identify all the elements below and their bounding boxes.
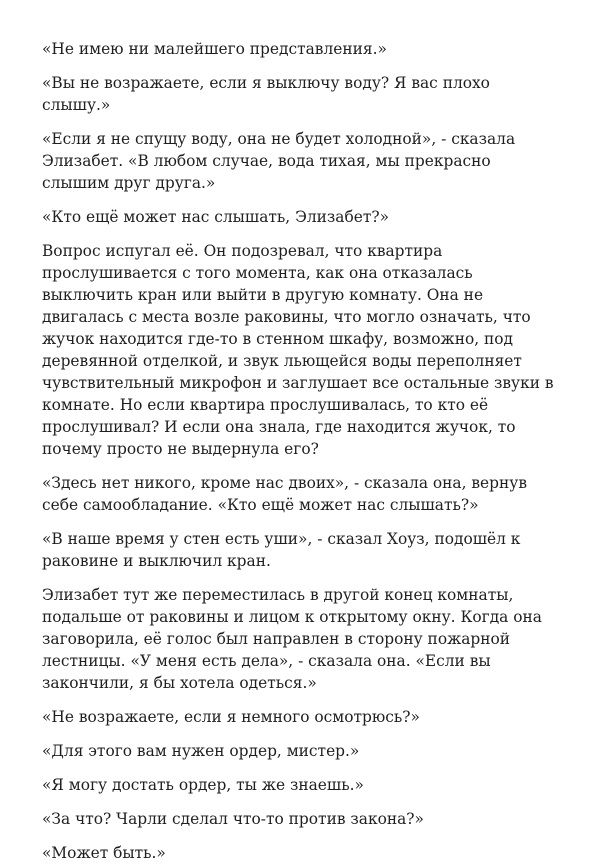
- paragraph: «Не возражаете, если я немного осмотрюсь?»: [42, 708, 420, 726]
- paragraph: «За что? Чарли сделал что-то против закона?»: [42, 810, 424, 828]
- paragraph: «В наше время у стен есть уши», - сказал Хоуз, подошёл к раковине и выключил кран.: [42, 530, 521, 570]
- paragraph: Вопрос испугал её. Он подозревал, что квартира прослушивается с того момента, как она отказалась выключить кран или выйти в другую комнату. Она не двигалась с места возле раковины, что могло означать, что жучок находится где-то в стенном шкафу, возможно, под деревянной отделкой, и звук льющейся воды переполняет чувствительный микрофон и заглушает все остальные звуки в комнате. Но если квартира прослушивалась, то кто её прослушивал? И если она знала, где находится жучок, то почему просто не выдернула его?: [42, 242, 554, 458]
- paragraph: «Если я не спущу воду, она не будет холодной», - сказала Элизабет. «В любом случае, вода тихая, мы прекрасно слышим друг друга.»: [42, 130, 516, 192]
- paragraph: «Кто ещё может нас слышать, Элизабет?»: [42, 208, 390, 226]
- paragraph: «Вы не возражаете, если я выключу воду? Я вас плохо слышу.»: [42, 74, 490, 114]
- paragraph: «Может быть.»: [42, 844, 166, 862]
- paragraph: «Не имею ни малейшего представления.»: [42, 40, 387, 58]
- paragraph: «Здесь нет никого, кроме нас двоих», - сказала она, вернув себе самообладание. «Кто ещё может нас слышать?»: [42, 474, 527, 514]
- paragraph: «Для этого вам нужен ордер, мистер.»: [42, 742, 360, 760]
- paragraph: Элизабет тут же переместилась в другой конец комнаты, подальше от раковины и лицом к открытому окну. Когда она заговорила, её голос был направлен в сторону пожарной лестницы. «У меня есть дела», - сказала она. «Если вы закончили, я бы хотела одеться.»: [42, 586, 542, 692]
- paragraph: «Я могу достать ордер, ты же знаешь.»: [42, 776, 364, 794]
